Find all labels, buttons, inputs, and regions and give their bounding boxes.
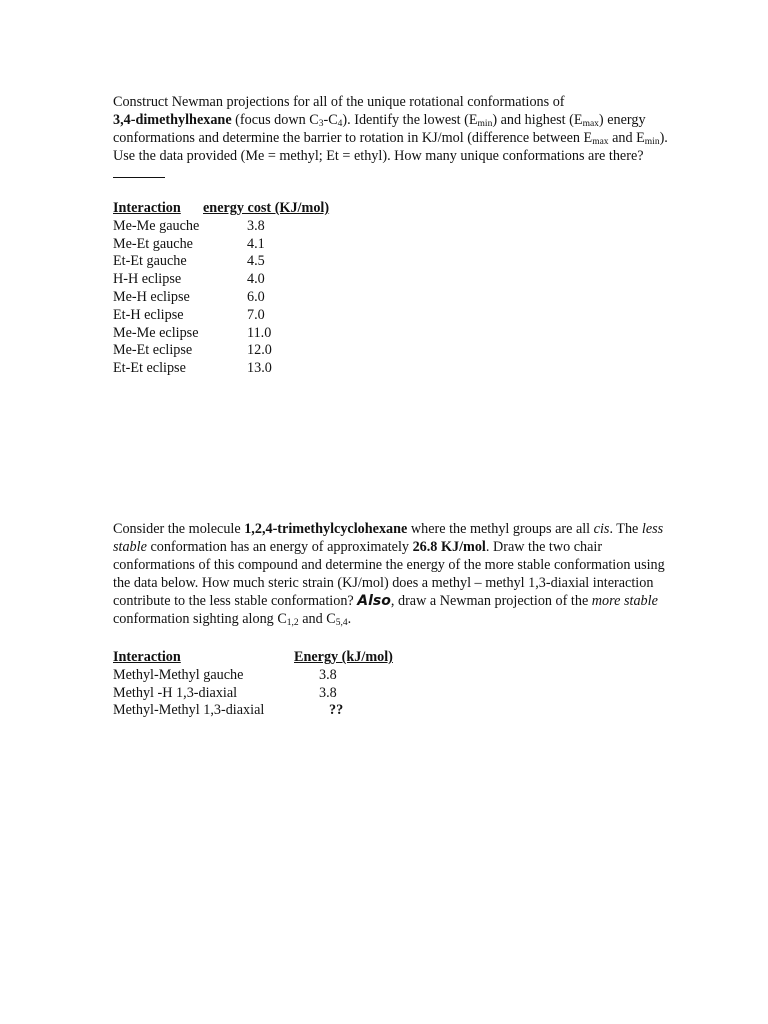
q2-sub: 1,2 xyxy=(286,618,299,628)
table-row xyxy=(113,325,417,343)
interaction-cell: Et-H eclipse xyxy=(113,306,184,323)
interaction-cell: Me-Me gauche xyxy=(113,217,200,234)
interaction-cell: Methyl -H 1,3-diaxial xyxy=(113,684,238,701)
interaction-cell: Me-H eclipse xyxy=(113,288,190,305)
column-header-interaction: Interaction xyxy=(113,649,181,665)
interaction-cell: Me-Et gauche xyxy=(113,235,193,252)
energy-cost-table-body xyxy=(113,218,417,378)
q1-compound: 3,4-dimethylhexane xyxy=(113,112,232,128)
interaction-cell: Et-Et gauche xyxy=(113,253,187,270)
energy-cell: 3.8 xyxy=(247,217,265,234)
energy-cell: 4.0 xyxy=(247,271,265,288)
q1-text: ). Use the data provided (Me = methyl; Et = ethyl). How many unique conformations are there? xyxy=(113,130,668,164)
q2-energy-value: 26.8 KJ/mol xyxy=(412,539,486,555)
table-row xyxy=(113,236,417,254)
column-header-energy: Energy (kJ/mol) xyxy=(294,649,393,665)
interaction-energy-table xyxy=(113,649,393,720)
energy-cell: 4.1 xyxy=(247,235,265,252)
interaction-energy-table-body xyxy=(113,667,393,720)
table-row xyxy=(113,685,393,703)
q2-italic: more stable xyxy=(591,593,658,609)
q2-text: . Draw the two chair conformations of this compound and determine the energy of the more stable conformation using the data below. How much steric strain (KJ/mol) does a methyl – methyl 1,3-diaxial interaction contribute to the less stable conformation? xyxy=(113,539,665,609)
answer-blank[interactable] xyxy=(113,165,165,178)
q2-compound: 1,2,4-trimethylcyclohexane xyxy=(244,521,408,537)
q1-sub: min xyxy=(644,137,660,147)
q1-text: ) and highest (E xyxy=(492,112,583,128)
table-row xyxy=(113,289,417,307)
table-row xyxy=(113,667,393,685)
table-row xyxy=(113,702,393,720)
q2-italic: cis xyxy=(593,521,610,537)
q1-text: ) energy conformations and determine the barrier to rotation in KJ/mol (difference between E xyxy=(113,112,646,146)
column-header-energy: energy cost (KJ/mol) xyxy=(203,200,330,216)
q2-text: where the methyl groups are all xyxy=(407,521,594,537)
table-row xyxy=(113,342,417,360)
table-header-row xyxy=(113,649,393,667)
energy-cell: 6.0 xyxy=(247,288,265,305)
energy-cell: 3.8 xyxy=(319,666,337,683)
q2-text: , draw a Newman projection of the xyxy=(390,593,592,609)
q1-intro: Construct Newman projections for all of the unique rotational conformations of xyxy=(113,94,565,110)
interaction-cell: Et-Et eclipse xyxy=(113,360,186,377)
q2-text: conformation sighting along C xyxy=(113,611,287,627)
energy-cell: 4.5 xyxy=(247,253,265,270)
energy-cost-table xyxy=(113,200,417,378)
q2-text: conformation has an energy of approximately xyxy=(146,539,413,555)
q2-text: . xyxy=(347,611,352,627)
interaction-cell: H-H eclipse xyxy=(113,271,182,288)
column-header-interaction: Interaction xyxy=(113,200,181,216)
q1-text: -C xyxy=(323,112,338,128)
question-1-text xyxy=(113,93,673,183)
interaction-cell: Me-Et eclipse xyxy=(113,342,193,359)
question-2-text xyxy=(113,520,673,628)
table-row xyxy=(113,218,417,236)
table-row xyxy=(113,360,417,378)
energy-cell: 13.0 xyxy=(247,360,272,377)
table-row xyxy=(113,271,417,289)
q1-sub: max xyxy=(582,119,599,129)
table-header-row xyxy=(113,200,417,218)
energy-cell: ?? xyxy=(329,702,344,719)
q1-text: ). Identify the lowest (E xyxy=(342,112,478,128)
energy-cell: 7.0 xyxy=(247,306,265,323)
q1-sub: min xyxy=(477,119,493,129)
q1-text: and E xyxy=(608,130,645,146)
q2-text: . The xyxy=(609,521,642,537)
energy-cell: 11.0 xyxy=(247,324,272,341)
interaction-cell: Me-Me eclipse xyxy=(113,324,199,341)
energy-cell: 12.0 xyxy=(247,342,272,359)
q1-text: (focus down C xyxy=(235,112,319,128)
q1-sub: 3 xyxy=(318,119,324,129)
q1-sub: max xyxy=(592,137,609,147)
interaction-cell: Methyl-Methyl 1,3-diaxial xyxy=(113,702,265,719)
table-row xyxy=(113,253,417,271)
interaction-cell: Methyl-Methyl gauche xyxy=(113,666,244,683)
energy-cell: 3.8 xyxy=(319,684,337,701)
q2-also: Also xyxy=(357,593,391,609)
table-row xyxy=(113,307,417,325)
q2-sub: 5,4 xyxy=(335,618,348,628)
q1-sub: 4 xyxy=(337,119,343,129)
q2-text: and C xyxy=(298,611,336,627)
q2-italic: less stable xyxy=(113,521,664,555)
q2-text: Consider the molecule xyxy=(113,521,245,537)
